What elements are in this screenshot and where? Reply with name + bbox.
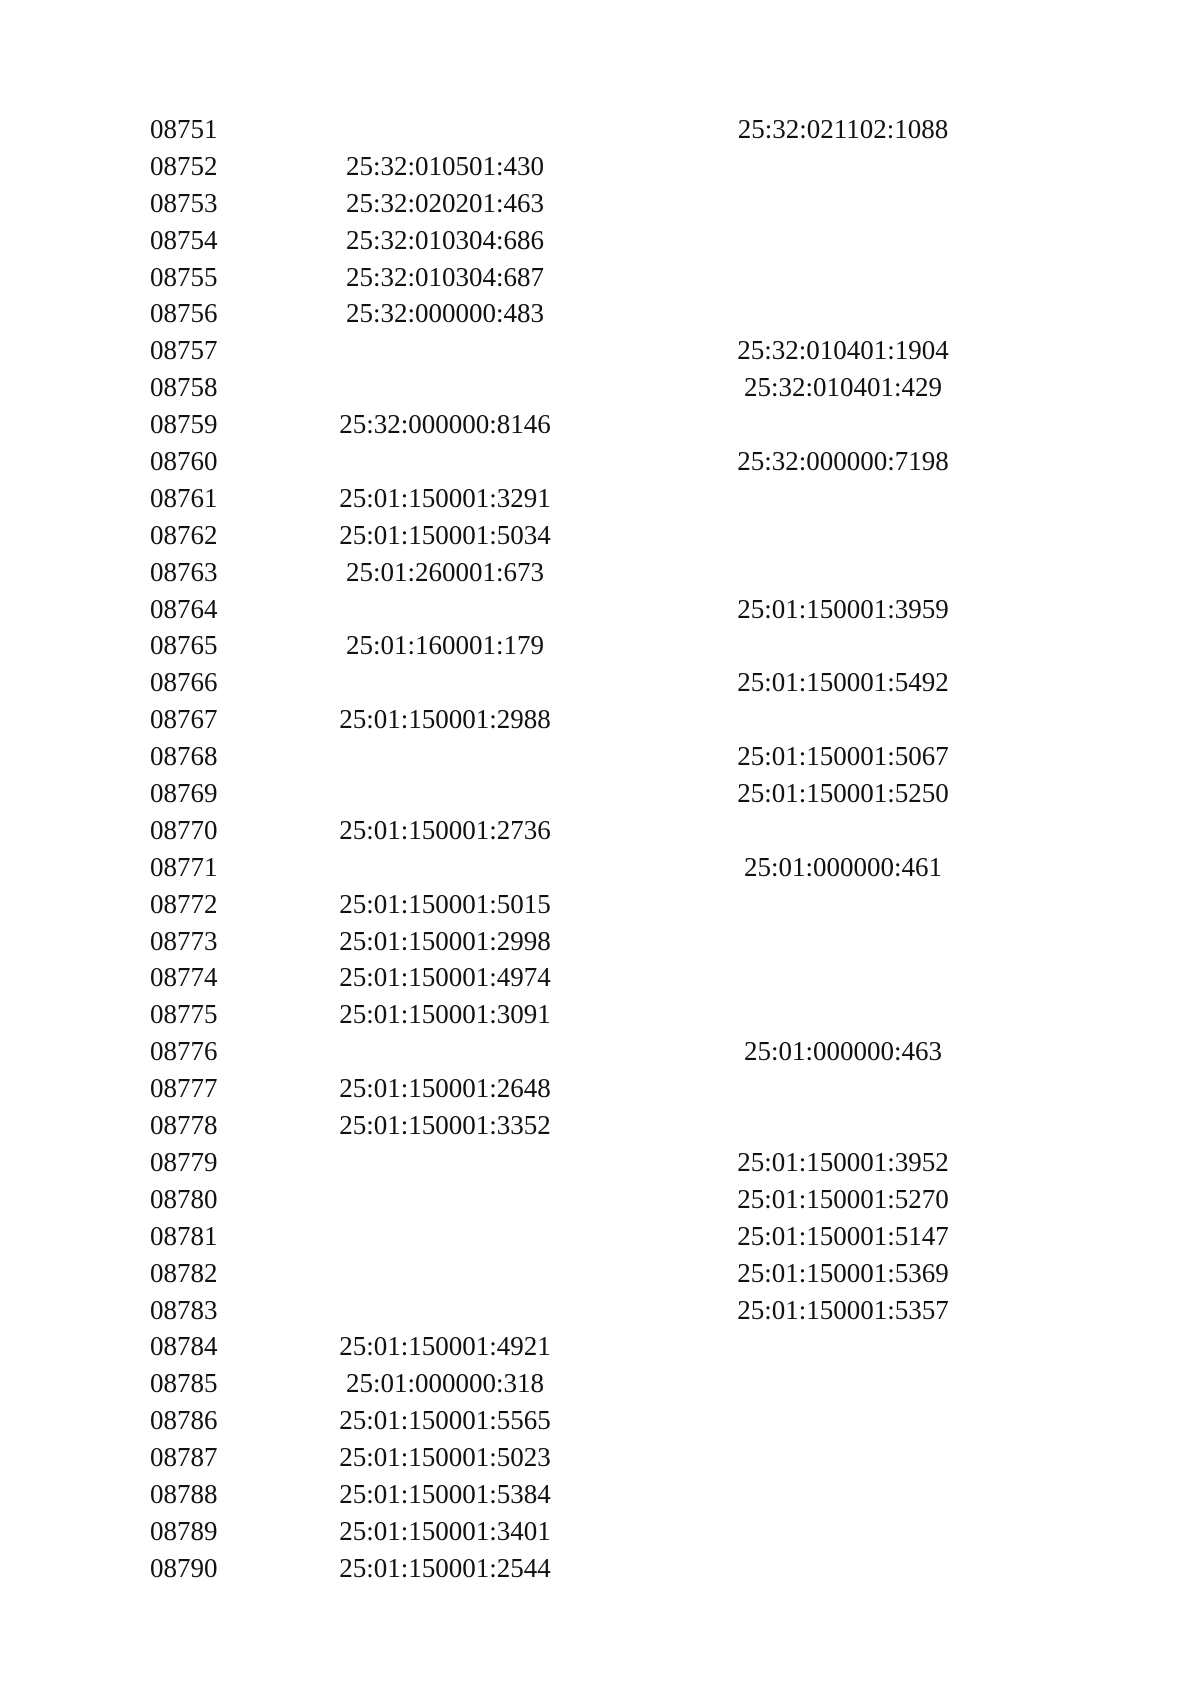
row-number: 08784	[150, 1331, 218, 1362]
table-row	[150, 701, 1050, 738]
cadastral-number-second-column: 25:32:021102:1088	[737, 114, 949, 144]
row-number: 08774	[150, 962, 218, 993]
cadastral-number-first-column: 25:32:010304:686	[345, 224, 544, 255]
cadastral-number-first-column: 25:01:150001:3091	[339, 999, 551, 1030]
row-number: 08758	[150, 372, 218, 403]
row-number: 08766	[150, 667, 218, 698]
table-row	[150, 1144, 1050, 1181]
table-row	[150, 886, 1050, 923]
table-row	[150, 1181, 1050, 1218]
table-row	[150, 1070, 1050, 1107]
cadastral-number-first-column: 25:01:160001:179	[345, 630, 544, 661]
row-number: 08755	[150, 261, 218, 292]
row-number: 08781	[150, 1220, 218, 1251]
table-row	[150, 996, 1050, 1033]
row-number: 08761	[150, 482, 218, 513]
row-number: 08768	[150, 741, 218, 772]
cadastral-number-first-column: 25:01:150001:3352	[339, 1110, 551, 1141]
row-number: 08763	[150, 556, 218, 587]
row-number: 08769	[150, 778, 218, 809]
table-row	[150, 1328, 1050, 1365]
table-row	[150, 812, 1050, 849]
row-number: 08756	[150, 298, 218, 329]
table-row	[150, 1033, 1050, 1070]
row-number: 08776	[150, 1036, 218, 1067]
row-number: 08754	[150, 224, 218, 255]
table-row	[150, 443, 1050, 480]
cadastral-number-first-column: 25:32:000000:483	[345, 298, 544, 329]
table-row	[150, 369, 1050, 406]
row-number: 08777	[150, 1073, 218, 1104]
table-row	[150, 1402, 1050, 1439]
cadastral-number-second-column: 25:32:010401:429	[743, 372, 942, 403]
cadastral-number-first-column: 25:01:150001:5023	[339, 1442, 551, 1473]
table-row	[150, 1476, 1050, 1513]
row-number: 08783	[150, 1294, 218, 1325]
row-number: 08773	[150, 925, 218, 956]
row-number: 08782	[150, 1257, 218, 1288]
cadastral-number-first-column: 25:01:150001:2988	[339, 704, 551, 735]
cadastral-number-second-column: 25:01:150001:5369	[737, 1257, 949, 1288]
cadastral-number-second-column: 25:01:150001:5250	[737, 778, 949, 809]
row-number: 08786	[150, 1405, 218, 1436]
table-row	[150, 517, 1050, 554]
cadastral-number-first-column: 25:01:150001:5565	[339, 1405, 551, 1436]
row-number: 08760	[150, 446, 218, 477]
table-row	[150, 295, 1050, 332]
row-number: 08785	[150, 1368, 218, 1399]
table-row	[150, 406, 1050, 443]
cadastral-number-second-column: 25:01:150001:3952	[737, 1146, 949, 1177]
table-row	[150, 480, 1050, 517]
table-row	[150, 1439, 1050, 1476]
cadastral-number-second-column: 25:01:150001:3959	[737, 593, 949, 624]
cadastral-number-first-column: 25:01:150001:5034	[339, 519, 551, 550]
row-number: 08762	[150, 519, 218, 550]
table-row	[150, 1550, 1050, 1587]
table-row	[150, 664, 1050, 701]
table-row	[150, 1292, 1050, 1329]
cadastral-number-second-column: 25:01:150001:5147	[737, 1220, 949, 1251]
row-number: 08772	[150, 888, 218, 919]
cadastral-number-second-column: 25:01:150001:5357	[737, 1294, 949, 1325]
table-row	[150, 111, 1050, 148]
table-row	[150, 259, 1050, 296]
table-row	[150, 1365, 1050, 1402]
cadastral-number-second-column: 25:01:000000:461	[743, 851, 942, 882]
cadastral-number-second-column: 25:32:000000:7198	[737, 446, 949, 477]
cadastral-number-second-column: 25:01:000000:463	[743, 1036, 942, 1067]
row-number: 08764	[150, 593, 218, 624]
row-number: 08780	[150, 1183, 218, 1214]
row-number: 08775	[150, 999, 218, 1030]
table-row	[150, 849, 1050, 886]
row-number: 08759	[150, 409, 218, 440]
cadastral-number-first-column: 25:32:010304:687	[345, 261, 544, 292]
table-row	[150, 738, 1050, 775]
cadastral-number-second-column: 25:32:010401:1904	[737, 335, 949, 366]
cadastral-number-first-column: 25:32:010501:430	[345, 150, 544, 181]
table-row	[150, 591, 1050, 628]
table-row	[150, 1218, 1050, 1255]
cadastral-table	[150, 111, 1050, 1587]
cadastral-number-first-column: 25:01:150001:2648	[339, 1073, 551, 1104]
cadastral-number-second-column: 25:01:150001:5270	[737, 1183, 949, 1214]
table-row	[150, 148, 1050, 185]
row-number: 08757	[150, 335, 218, 366]
row-number: 08767	[150, 704, 218, 735]
row-number: 08787	[150, 1442, 218, 1473]
table-row	[150, 185, 1050, 222]
row-number: 08765	[150, 630, 218, 661]
table-row	[150, 332, 1050, 369]
row-number: 08779	[150, 1146, 218, 1177]
row-number: 08770	[150, 814, 218, 845]
cadastral-number-second-column: 25:01:150001:5492	[737, 667, 949, 698]
table-row	[150, 775, 1050, 812]
cadastral-number-first-column: 25:01:150001:3291	[339, 482, 551, 513]
cadastral-number-first-column: 25:01:150001:5384	[339, 1478, 551, 1509]
row-number: 08752	[150, 150, 218, 181]
table-row	[150, 222, 1050, 259]
table-row	[150, 1107, 1050, 1144]
table-row	[150, 554, 1050, 591]
cadastral-number-first-column: 25:01:150001:4974	[339, 962, 551, 993]
row-number: 08778	[150, 1110, 218, 1141]
row-number: 08751	[150, 114, 218, 144]
cadastral-number-first-column: 25:01:000000:318	[345, 1368, 544, 1399]
table-row	[150, 923, 1050, 960]
table-row	[150, 1513, 1050, 1550]
cadastral-number-first-column: 25:01:150001:4921	[339, 1331, 551, 1362]
cadastral-number-first-column: 25:01:150001:5015	[339, 888, 551, 919]
cadastral-number-first-column: 25:01:150001:2736	[339, 814, 551, 845]
table-row	[150, 627, 1050, 664]
table-row	[150, 1255, 1050, 1292]
row-number: 08788	[150, 1478, 218, 1509]
row-number: 08790	[150, 1552, 218, 1583]
cadastral-number-first-column: 25:01:260001:673	[345, 556, 544, 587]
row-number: 08753	[150, 187, 218, 218]
cadastral-number-first-column: 25:01:150001:3401	[339, 1515, 551, 1546]
cadastral-number-first-column: 25:32:000000:8146	[339, 409, 551, 440]
row-number: 08771	[150, 851, 218, 882]
cadastral-number-second-column: 25:01:150001:5067	[737, 741, 949, 772]
cadastral-number-first-column: 25:32:020201:463	[345, 187, 544, 218]
row-number: 08789	[150, 1515, 218, 1546]
cadastral-number-first-column: 25:01:150001:2544	[339, 1552, 551, 1583]
table-row	[150, 959, 1050, 996]
cadastral-number-first-column: 25:01:150001:2998	[339, 925, 551, 956]
